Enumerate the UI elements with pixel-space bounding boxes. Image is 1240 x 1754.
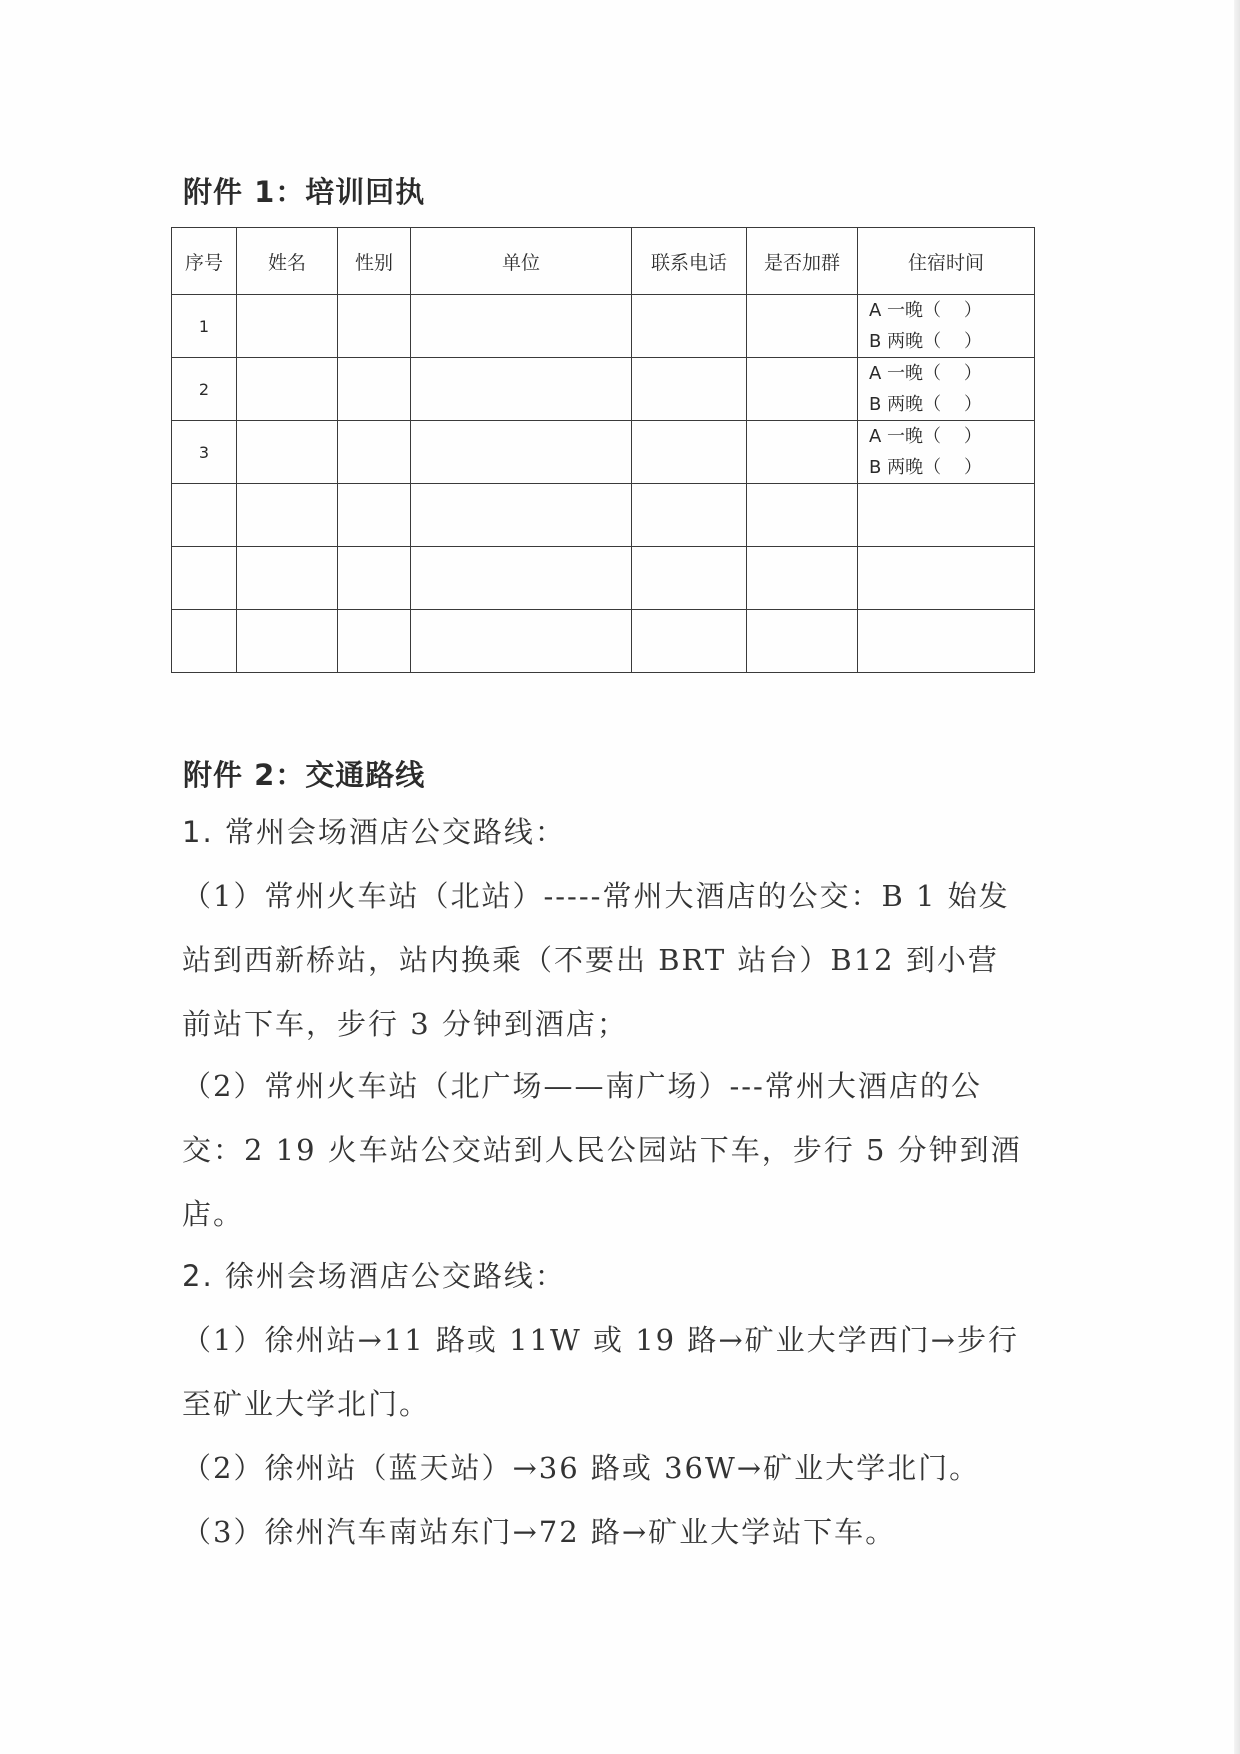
- row-index: 1: [172, 295, 237, 358]
- unit-cell: [411, 295, 632, 358]
- group-cell: [747, 421, 858, 484]
- header-lodging: 住宿时间: [858, 228, 1035, 295]
- unit-cell: [411, 547, 632, 610]
- row-index: [172, 547, 237, 610]
- header-index: 序号: [172, 228, 237, 295]
- phone-cell: [632, 295, 747, 358]
- row-index: 3: [172, 421, 237, 484]
- lodging-option-one-night: A 一晚（ ）: [869, 363, 982, 384]
- header-phone: 联系电话: [632, 228, 747, 295]
- table-row: [172, 358, 1035, 421]
- attachment2-title: 附件 2：交通路线: [183, 758, 426, 792]
- lodging-option-one-night: A 一晚（ ）: [869, 300, 982, 321]
- gender-cell: [338, 358, 411, 421]
- table-row: [172, 295, 1035, 358]
- name-cell: [237, 358, 338, 421]
- lodging-cell: [858, 421, 1035, 484]
- table-row: [172, 484, 1035, 547]
- header-name: 姓名: [237, 228, 338, 295]
- table-row: [172, 610, 1035, 673]
- xuzhou-route-1: （1）徐州站→11 路或 11W 或 19 路→矿业大学西门→步行至矿业大学北门。: [182, 1323, 1019, 1421]
- unit-cell: [411, 421, 632, 484]
- header-join-group: 是否加群: [747, 228, 858, 295]
- name-cell: [237, 484, 338, 547]
- lodging-option-two-nights: B 两晚（ ）: [869, 394, 982, 415]
- unit-cell: [411, 484, 632, 547]
- row-index: [172, 484, 237, 547]
- name-cell: [237, 421, 338, 484]
- lodging-cell: [858, 547, 1035, 610]
- changzhou-route-1: （1）常州火车站（北站）-----常州大酒店的公交：B 1 始发站到西新桥站，站内换乘（不要出 BRT 站台）B12 到小营前站下车，步行 3 分钟到酒店；: [182, 879, 1010, 1041]
- table-row: [172, 421, 1035, 484]
- lodging-option-two-nights: B 两晚（ ）: [869, 331, 982, 352]
- phone-cell: [632, 547, 747, 610]
- header-unit: 单位: [411, 228, 632, 295]
- phone-cell: [632, 358, 747, 421]
- xuzhou-heading: 2. 徐州会场酒店公交路线：: [182, 1259, 566, 1293]
- unit-cell: [411, 358, 632, 421]
- attachment1-title: 附件 1：培训回执: [183, 175, 426, 209]
- lodging-cell: [858, 295, 1035, 358]
- phone-cell: [632, 421, 747, 484]
- lodging-cell: [858, 484, 1035, 547]
- scan-edge-shadow: [1234, 0, 1240, 1754]
- changzhou-heading: 1. 常州会场酒店公交路线：: [182, 815, 566, 849]
- gender-cell: [338, 547, 411, 610]
- row-index: [172, 610, 237, 673]
- xuzhou-route-2: （2）徐州站（蓝天站）→36 路或 36W→矿业大学北门。: [182, 1451, 981, 1485]
- lodging-cell: [858, 358, 1035, 421]
- table-header-row: [172, 228, 1035, 295]
- phone-cell: [632, 484, 747, 547]
- group-cell: [747, 295, 858, 358]
- gender-cell: [338, 421, 411, 484]
- name-cell: [237, 547, 338, 610]
- unit-cell: [411, 610, 632, 673]
- gender-cell: [338, 295, 411, 358]
- group-cell: [747, 358, 858, 421]
- gender-cell: [338, 484, 411, 547]
- lodging-option-two-nights: B 两晚（ ）: [869, 457, 982, 478]
- phone-cell: [632, 610, 747, 673]
- lodging-cell: [858, 610, 1035, 673]
- training-reply-table: [171, 227, 1035, 673]
- name-cell: [237, 610, 338, 673]
- row-index: 2: [172, 358, 237, 421]
- changzhou-route-2: （2）常州火车站（北广场——南广场）---常州大酒店的公交：2 19 火车站公交站到人民公园站下车，步行 5 分钟到酒店。: [182, 1069, 1022, 1231]
- gender-cell: [338, 610, 411, 673]
- group-cell: [747, 547, 858, 610]
- group-cell: [747, 484, 858, 547]
- header-gender: 性别: [338, 228, 411, 295]
- name-cell: [237, 295, 338, 358]
- table-row: [172, 547, 1035, 610]
- lodging-option-one-night: A 一晚（ ）: [869, 426, 982, 447]
- group-cell: [747, 610, 858, 673]
- xuzhou-route-3: （3）徐州汽车南站东门→72 路→矿业大学站下车。: [182, 1515, 897, 1549]
